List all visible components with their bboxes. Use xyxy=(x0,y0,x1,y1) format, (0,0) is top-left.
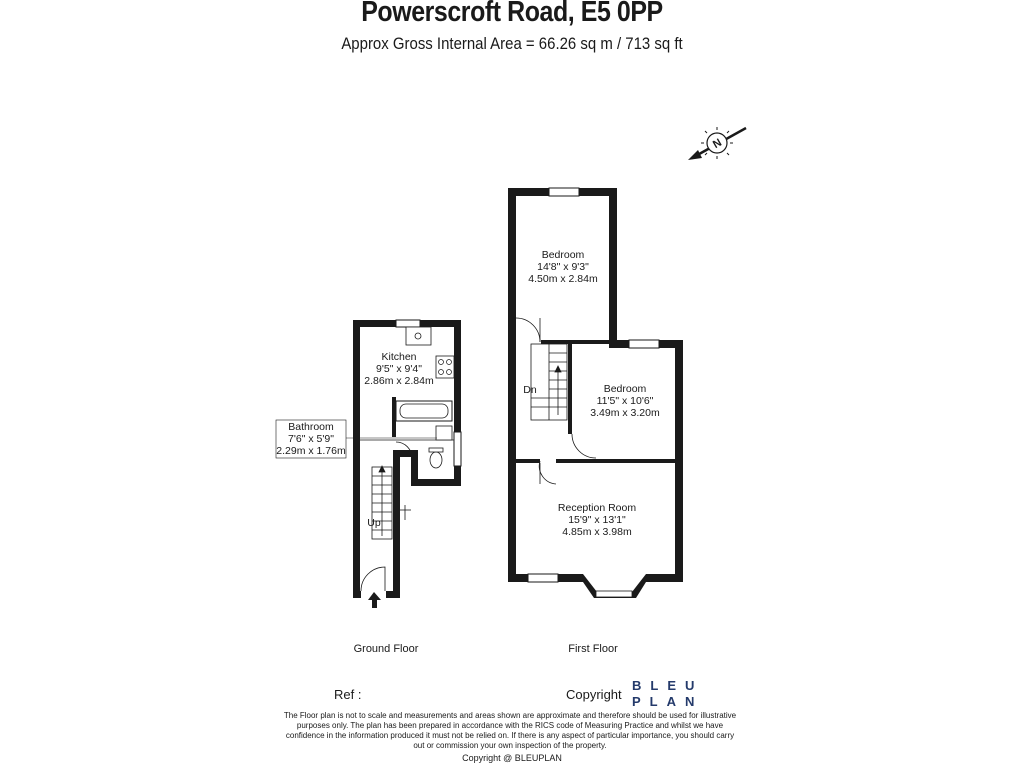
basin xyxy=(436,426,452,440)
toilet xyxy=(430,452,442,468)
bathroom-name: Bathroom xyxy=(288,421,334,433)
kitchen-name: Kitchen xyxy=(381,351,417,363)
front-door xyxy=(361,567,385,591)
stairs-up-label: Up xyxy=(367,517,381,529)
compass-north-label: N xyxy=(711,136,724,152)
wall xyxy=(454,320,461,432)
area-subtitle: Approx Gross Internal Area = 66.26 sq m / 713 sq ft xyxy=(341,34,683,53)
stairs-first xyxy=(531,344,567,420)
wall xyxy=(353,320,360,598)
window xyxy=(528,574,558,582)
wall xyxy=(392,397,396,437)
ref-label: Ref : xyxy=(334,687,362,702)
wall xyxy=(646,574,683,582)
wall xyxy=(516,459,540,463)
page-title: Powerscroft Road, E5 0PP xyxy=(361,0,663,28)
window xyxy=(454,432,461,466)
bedroom2-name: Bedroom xyxy=(603,383,647,395)
wall xyxy=(353,591,361,598)
first-floor-plan xyxy=(508,188,683,598)
kitchen-imperial: 9'5" x 9'4" xyxy=(376,363,422,375)
wall xyxy=(386,591,400,598)
bedroom1-name: Bedroom xyxy=(541,249,585,261)
bedroom2-imperial: 11'5" x 10'6" xyxy=(596,395,654,407)
disclaimer-text: The Floor plan is not to scale and measurements and areas shown are approximate and therefore should be used for illustrative purposes only. The plan has been prepared in accordance with the RICS code of Measuring Practice and whilst we have confidence in the information produced it must not be relied on. If there is any aspect of particular importance, you should carry out or commission your own inspection of the property. xyxy=(283,711,737,750)
reception-name: Reception Room xyxy=(557,502,637,514)
window xyxy=(629,340,659,348)
bedroom1-metric: 4.50m x 2.84m xyxy=(528,273,598,285)
logo-line2: PLAN xyxy=(632,694,704,709)
wall xyxy=(418,479,461,486)
wall xyxy=(609,188,617,348)
ground-floor-label: Ground Floor xyxy=(353,643,419,655)
compass-icon xyxy=(688,127,746,160)
copyright-label: Copyright xyxy=(566,687,622,702)
bleuplan-logo xyxy=(632,678,703,710)
wall xyxy=(508,188,516,582)
bathroom-imperial: 7'6" x 5'9" xyxy=(288,433,334,445)
kitchen-metric: 2.86m x 2.84m xyxy=(364,375,434,387)
wall xyxy=(568,340,572,434)
wall xyxy=(393,450,400,598)
wall xyxy=(541,340,613,344)
hob xyxy=(436,356,454,378)
sink xyxy=(406,327,431,345)
copyright-line: Copyright @ BLEUPLAN xyxy=(462,753,562,763)
bedroom1-imperial: 14'8" x 9'3" xyxy=(537,261,589,273)
window xyxy=(596,591,632,597)
stairs-down-label: Dn xyxy=(523,384,537,396)
wall xyxy=(556,459,675,463)
bathroom-metric: 2.29m x 1.76m xyxy=(276,445,346,457)
window xyxy=(549,188,579,196)
reception-imperial: 15'9" x 13'1" xyxy=(568,514,626,526)
ground-floor-plan xyxy=(276,320,461,608)
reception-metric: 4.85m x 3.98m xyxy=(562,526,632,538)
bedroom2-metric: 3.49m x 3.20m xyxy=(590,407,660,419)
window xyxy=(396,320,420,327)
entrance-arrow-icon xyxy=(368,592,381,608)
logo-line1: BLEU xyxy=(632,678,704,693)
wall xyxy=(675,340,683,582)
first-floor-label: First Floor xyxy=(568,643,618,655)
